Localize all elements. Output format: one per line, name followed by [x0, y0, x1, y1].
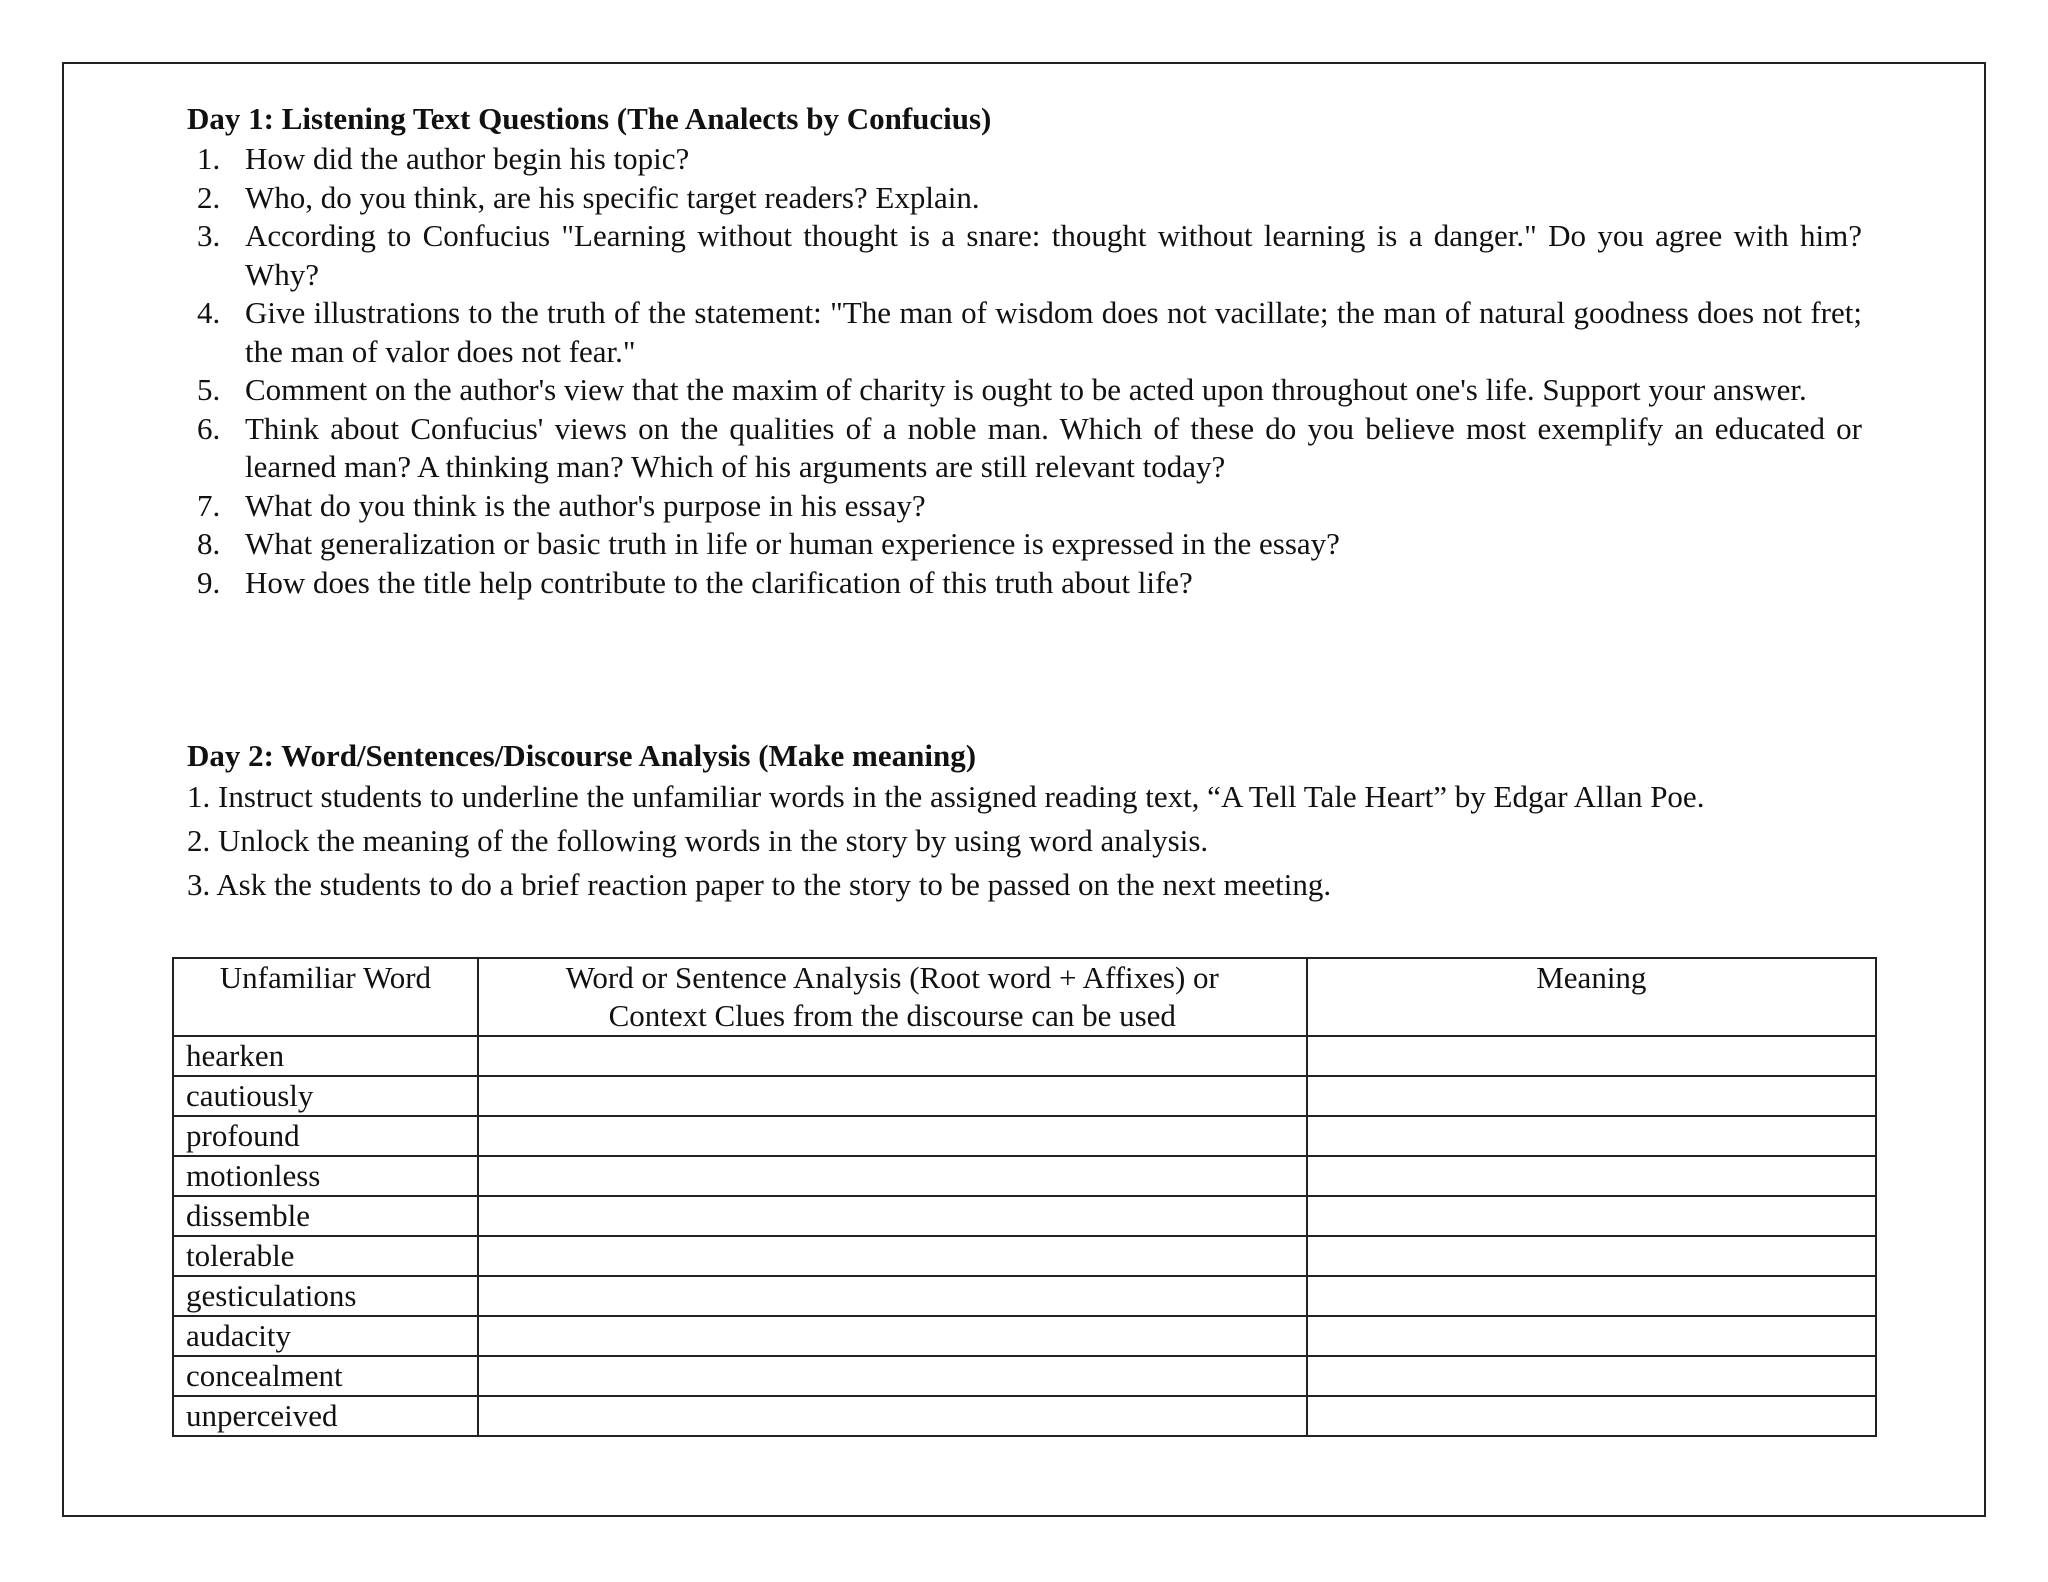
question-number: 3. — [197, 218, 221, 253]
list-item — [187, 410, 1862, 487]
question-text: Who, do you think, are his specific target readers? Explain. — [245, 179, 980, 215]
list-item — [187, 525, 1862, 564]
meaning-cell[interactable] — [1307, 1356, 1876, 1396]
list-item — [187, 371, 1862, 410]
header-unfamiliar-word: Unfamiliar Word — [173, 958, 478, 1036]
day2-section — [187, 737, 1887, 907]
analysis-cell[interactable] — [478, 1396, 1307, 1436]
header-analysis — [478, 958, 1307, 1036]
day1-heading: Day 1: Listening Text Questions (The Analects by Confucius) — [187, 101, 992, 136]
analysis-cell[interactable] — [478, 1076, 1307, 1116]
meaning-cell[interactable] — [1307, 1236, 1876, 1276]
instruction-item: 1. Instruct students to underline the unfamiliar words in the assigned reading text, “A Tell Tale Heart” by Edgar Allan Poe. — [187, 779, 1705, 814]
word-cell: tolerable — [173, 1236, 478, 1276]
meaning-cell[interactable] — [1307, 1276, 1876, 1316]
header-analysis-line1: Word or Sentence Analysis (Root word + Affixes) or — [565, 960, 1219, 995]
analysis-cell[interactable] — [478, 1196, 1307, 1236]
table-row — [173, 1356, 1876, 1396]
header-analysis-line2: Context Clues from the discourse can be used — [608, 998, 1176, 1033]
analysis-cell[interactable] — [478, 1156, 1307, 1196]
list-item — [187, 564, 1862, 603]
meaning-cell[interactable] — [1307, 1396, 1876, 1436]
day1-section — [187, 100, 1862, 602]
analysis-cell[interactable] — [478, 1236, 1307, 1276]
header-meaning: Meaning — [1307, 958, 1876, 1036]
list-item — [187, 140, 1862, 179]
word-cell: unperceived — [173, 1396, 478, 1436]
question-number: 6. — [197, 410, 221, 446]
table-row — [173, 1196, 1876, 1236]
question-number: 5. — [197, 372, 221, 407]
analysis-cell[interactable] — [478, 1276, 1307, 1316]
table-row — [173, 1156, 1876, 1196]
word-cell: dissemble — [173, 1196, 478, 1236]
instruction-item: 3. Ask the students to do a brief reaction paper to the story to be passed on the next meeting. — [187, 867, 1332, 902]
list-item — [187, 179, 1862, 218]
meaning-cell[interactable] — [1307, 1036, 1876, 1076]
analysis-cell[interactable] — [478, 1116, 1307, 1156]
analysis-cell[interactable] — [478, 1316, 1307, 1356]
table-row — [173, 1036, 1876, 1076]
table-row — [173, 1076, 1876, 1116]
meaning-cell[interactable] — [1307, 1116, 1876, 1156]
question-number: 8. — [197, 526, 221, 561]
question-text: How did the author begin his topic? — [245, 141, 690, 176]
word-cell: concealment — [173, 1356, 478, 1396]
table-row — [173, 1276, 1876, 1316]
table-row — [173, 1236, 1876, 1276]
question-number: 1. — [197, 141, 221, 176]
question-text: How does the title help contribute to the clarification of this truth about life? — [245, 564, 1193, 600]
list-item — [187, 217, 1862, 294]
question-number: 9. — [197, 564, 221, 600]
question-number: 7. — [197, 487, 221, 523]
question-number: 4. — [197, 295, 221, 330]
question-text: Think about Confucius' views on the qualities of a noble man. Which of these do you believe most exemplify an educated or learned man? A thinking man? Which of his arguments are still relevant today? — [245, 410, 1862, 484]
word-cell: hearken — [173, 1036, 478, 1076]
question-text: According to Confucius "Learning without thought is a snare: thought without learning is a danger." Do you agree with him? Why? — [245, 218, 1862, 292]
question-text: What do you think is the author's purpose in his essay? — [245, 487, 926, 523]
vocabulary-table — [172, 957, 1877, 1437]
question-text: Comment on the author's view that the maxim of charity is ought to be acted upon throughout one's life. Support your answer. — [245, 372, 1807, 407]
table-row — [173, 1116, 1876, 1156]
question-number: 2. — [197, 179, 221, 215]
meaning-cell[interactable] — [1307, 1156, 1876, 1196]
analysis-cell[interactable] — [478, 1356, 1307, 1396]
table-header-row — [173, 958, 1876, 1036]
word-cell: cautiously — [173, 1076, 478, 1116]
analysis-cell[interactable] — [478, 1036, 1307, 1076]
table-row — [173, 1316, 1876, 1356]
word-cell: gesticulations — [173, 1276, 478, 1316]
word-cell: motionless — [173, 1156, 478, 1196]
list-item — [187, 294, 1862, 371]
word-cell: profound — [173, 1116, 478, 1156]
instruction-item: 2. Unlock the meaning of the following words in the story by using word analysis. — [187, 823, 1209, 858]
word-cell: audacity — [173, 1316, 478, 1356]
question-list — [187, 140, 1862, 602]
meaning-cell[interactable] — [1307, 1076, 1876, 1116]
day2-heading: Day 2: Word/Sentences/Discourse Analysis (Make meaning) — [187, 738, 977, 773]
question-text: What generalization or basic truth in life or human experience is expressed in the essay? — [245, 526, 1340, 561]
question-text: Give illustrations to the truth of the statement: "The man of wisdom does not vacillate; the man of natural goodness does not fret; the man of valor does not fear." — [245, 295, 1862, 369]
list-item — [187, 487, 1862, 526]
meaning-cell[interactable] — [1307, 1196, 1876, 1236]
table-row — [173, 1396, 1876, 1436]
meaning-cell[interactable] — [1307, 1316, 1876, 1356]
